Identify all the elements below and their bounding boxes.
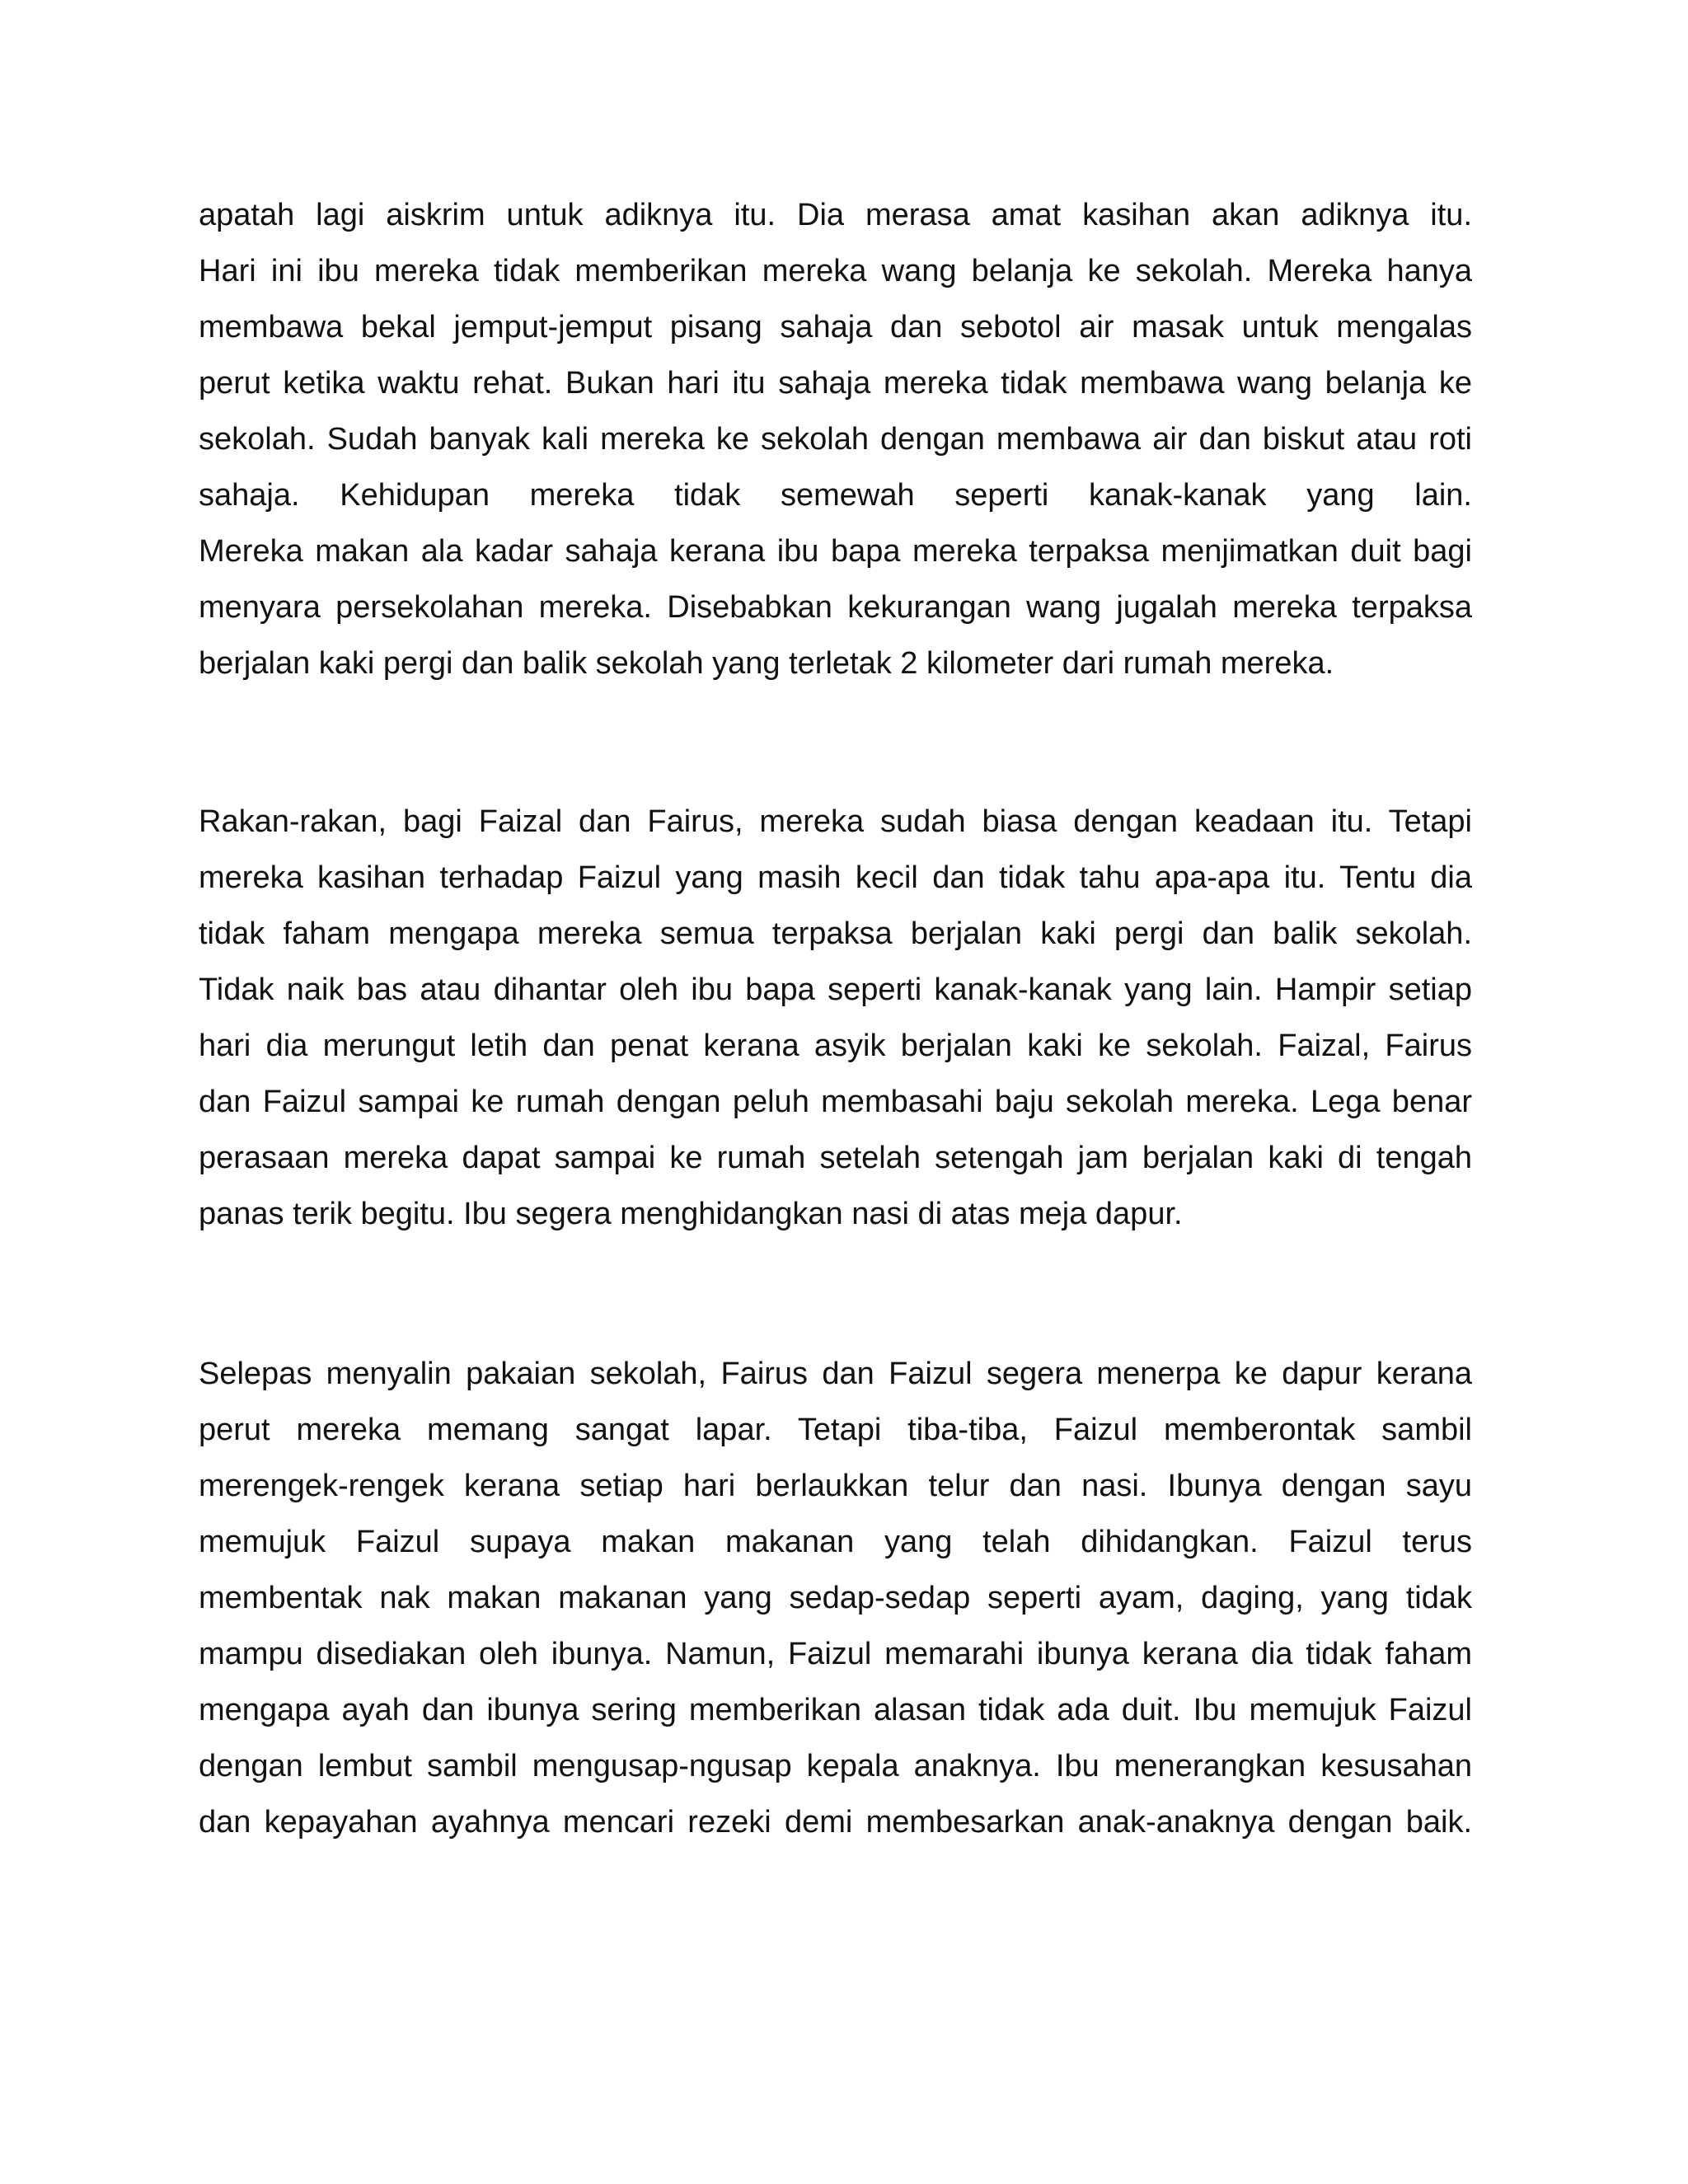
paragraph-line: mampu disediakan oleh ibunya. Namun, Faizul memarahi ibunya kerana dia tidak faham	[199, 1637, 1472, 1671]
paragraph-2	[199, 794, 1472, 1242]
paragraph-line: Selepas menyalin pakaian sekolah, Fairus dan Faizul segera menerpa ke dapur kerana	[199, 1357, 1472, 1391]
paragraph-line: panas terik begitu. Ibu segera menghidangkan nasi di atas meja dapur.	[199, 1197, 1183, 1231]
paragraph-line: Hari ini ibu mereka tidak memberikan mereka wang belanja ke sekolah. Mereka hanya	[199, 254, 1472, 288]
paragraph-line: memujuk Faizul supaya makan makanan yang telah dihidangkan. Faizul terus	[199, 1525, 1472, 1559]
paragraph-line: menyara persekolahan mereka. Disebabkan kekurangan wang jugalah mereka terpaksa	[199, 590, 1472, 625]
paragraph-line: Mereka makan ala kadar sahaja kerana ibu bapa mereka terpaksa menjimatkan duit bagi	[199, 534, 1472, 569]
paragraph-line: tidak faham mengapa mereka semua terpaksa berjalan kaki pergi dan balik sekolah.	[199, 916, 1472, 951]
paragraph-line: merengek-rengek kerana setiap hari berlaukkan telur dan nasi. Ibunya dengan sayu	[199, 1469, 1472, 1503]
paragraph-line: sekolah. Sudah banyak kali mereka ke sekolah dengan membawa air dan biskut atau roti	[199, 422, 1472, 457]
paragraph-line: dan kepayahan ayahnya mencari rezeki demi membesarkan anak-anaknya dengan baik.	[199, 1805, 1472, 1840]
paragraph-line: Rakan-rakan, bagi Faizal dan Fairus, mereka sudah biasa dengan keadaan itu. Tetapi	[199, 804, 1472, 839]
paragraph-line: membentak nak makan makanan yang sedap-sedap seperti ayam, daging, yang tidak	[199, 1581, 1472, 1615]
paragraph-line: membawa bekal jemput-jemput pisang sahaja dan sebotol air masak untuk mengalas	[199, 310, 1472, 344]
paragraph-1	[199, 187, 1472, 691]
paragraph-line: mengapa ayah dan ibunya sering memberikan alasan tidak ada duit. Ibu memujuk Faizul	[199, 1693, 1472, 1727]
paragraph-line: dan Faizul sampai ke rumah dengan peluh membasahi baju sekolah mereka. Lega benar	[199, 1085, 1472, 1119]
paragraph-line: perut mereka memang sangat lapar. Tetapi tiba-tiba, Faizul memberontak sambil	[199, 1413, 1472, 1447]
paragraph-line: hari dia merungut letih dan penat kerana asyik berjalan kaki ke sekolah. Faizal, Fairus	[199, 1029, 1472, 1063]
paragraph-line: mereka kasihan terhadap Faizul yang masih kecil dan tidak tahu apa-apa itu. Tentu dia	[199, 860, 1472, 895]
paragraph-line: apatah lagi aiskrim untuk adiknya itu. Dia merasa amat kasihan akan adiknya itu.	[199, 198, 1472, 232]
paragraph-line: perasaan mereka dapat sampai ke rumah setelah setengah jam berjalan kaki di tengah	[199, 1141, 1472, 1175]
paragraph-line: perut ketika waktu rehat. Bukan hari itu sahaja mereka tidak membawa wang belanja ke	[199, 366, 1472, 401]
paragraph-line: berjalan kaki pergi dan balik sekolah yang terletak 2 kilometer dari rumah mereka.	[199, 646, 1334, 681]
paragraph-line: dengan lembut sambil mengusap-ngusap kepala anaknya. Ibu menerangkan kesusahan	[199, 1749, 1472, 1783]
paragraph-line: sahaja. Kehidupan mereka tidak semewah seperti kanak-kanak yang lain.	[199, 478, 1472, 513]
paragraph-line: Tidak naik bas atau dihantar oleh ibu bapa seperti kanak-kanak yang lain. Hampir setiap	[199, 972, 1472, 1007]
paragraph-3	[199, 1346, 1472, 1850]
